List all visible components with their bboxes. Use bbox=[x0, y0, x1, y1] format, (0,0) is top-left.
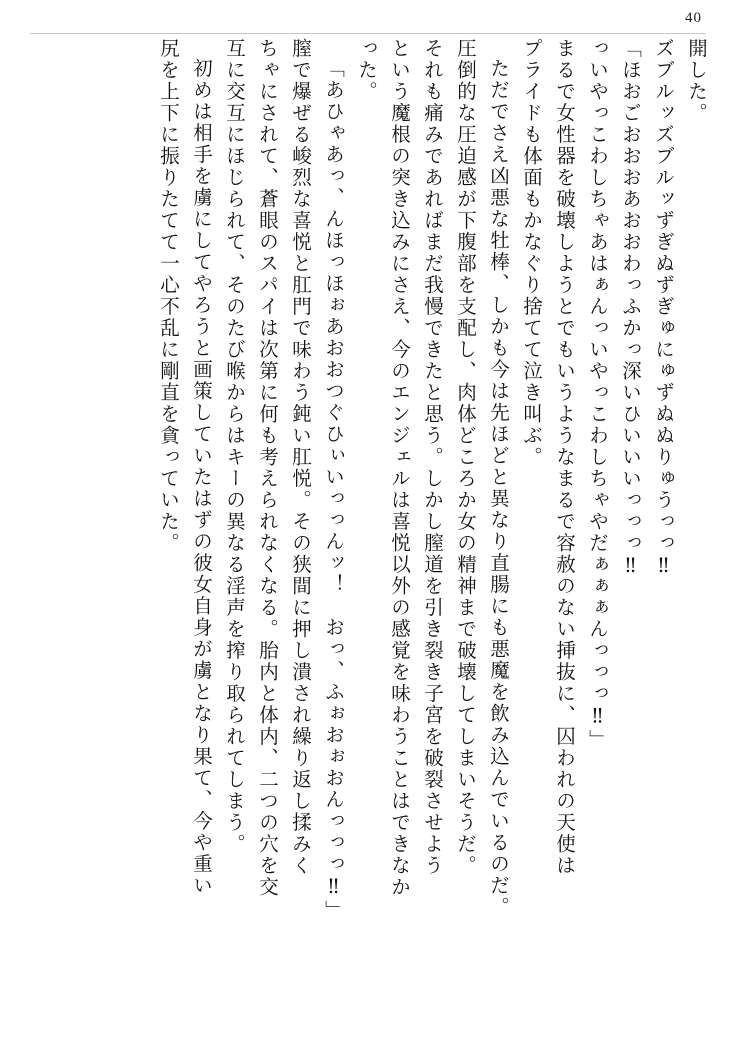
text-column: 圧倒的な圧迫感が下腹部を支配し、肉体どころか女の精神まで破壊してしまいそうだ。 bbox=[454, 38, 477, 877]
text-column: ちゃにされて、蒼眼のスパイは次第に何も考えられなくなる。胎内と体内、二つの穴を交 bbox=[256, 38, 279, 898]
vertical-text-body bbox=[42, 38, 706, 1018]
text-column: 「あひゃあっ、んほっほぉあおおつぐひぃいっっんッ！ おっ、ふぉおぉおんっっっ‼」 bbox=[322, 58, 345, 922]
text-column: まるで女性器を破壊しようとでもいうようなまるで容赦のない挿抜に、囚われの天使は bbox=[553, 38, 576, 877]
text-column: 膣で爆ぜる峻烈な喜悦と肛門で味わう鈍い肛悦。その狭間に押し潰され繰り返し揉みく bbox=[289, 38, 312, 877]
text-column: 開した。 bbox=[685, 38, 708, 124]
header-rule bbox=[30, 33, 706, 34]
text-column: った。 bbox=[355, 38, 378, 103]
text-column: ただでさえ凶悪な牡棒、しかも今は先ほどと異なり直腸にも悪魔を飲み込んでいるのだ。 bbox=[487, 58, 510, 918]
page-number: 40 bbox=[685, 10, 702, 26]
text-column: という魔根の突き込みにさえ、今のエンジェルは喜悦以外の感覚を味わうことはできなか bbox=[388, 38, 411, 898]
text-column: 「ほおごおおおあおおわっふかっ深いひいいいっっっ‼ bbox=[619, 38, 642, 579]
text-column: プライドも体面もかなぐり捨てて泣き叫ぶ。 bbox=[520, 38, 543, 468]
text-column: 尻を上下に振りたてて一心不乱に剛直を貪っていた。 bbox=[157, 38, 180, 554]
text-column: ズブルッズブルッずぎぬずぎゅにゅずぬぬりゅうっっ‼ bbox=[652, 38, 675, 579]
text-column: 初めは相手を虜にしてやろうと画策していたはずの彼女自身が虜となり果て、今や重い bbox=[190, 58, 213, 897]
text-column: それも痛みであればまだ我慢できたと思う。しかし膣道を引き裂き子宮を破裂させよう bbox=[421, 38, 444, 877]
text-column: 互に交互にほじられて、そのたび喉からはキーの異なる淫声を搾り取られてしまう。 bbox=[223, 38, 246, 855]
text-column: っいやっこわしちゃあはぁんっいやっこわしちゃやだぁぁぁんっっっ‼」 bbox=[586, 38, 609, 751]
